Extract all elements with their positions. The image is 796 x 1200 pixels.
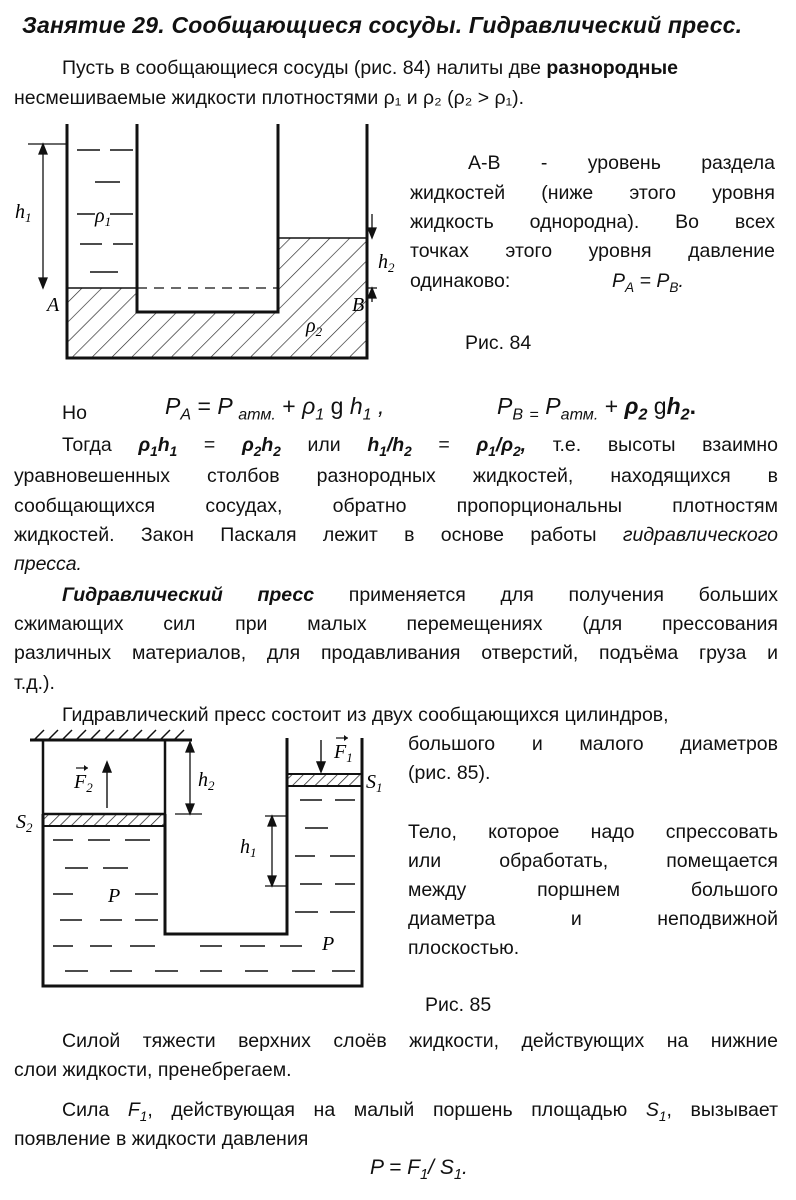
fig85-body-line-3: между поршнем большого: [408, 879, 778, 901]
then-para-line-3: сообщающихся сосудах, обратно пропорциональны плотностям: [14, 495, 778, 517]
label-S1: $S_1$: [366, 771, 383, 795]
page-title: Занятие 29. Сообщающиеся сосуды. Гидравлический пресс.: [22, 12, 743, 38]
h1-arrow: [28, 144, 67, 288]
fig85-body-line-5: плоскостью.: [408, 937, 520, 959]
formula-pb: $P_B$ $_=$ $P_{атм.} + \rho_2$ $gh_2$.: [497, 393, 697, 424]
press-vessel-inner: [165, 738, 287, 934]
intro-text: Пусть в сообщающиеся сосуды (рис. 84) налиты две: [62, 57, 547, 79]
label-S2: $S_2$: [16, 811, 33, 835]
force-F1-arrow: [317, 740, 325, 772]
press-struct-line-1: Гидравлический пресс состоит из двух сообщающихся цилиндров,: [62, 704, 669, 726]
press-para-line-2: сжимающих сил при малых перемещениях (для прессования: [14, 613, 778, 635]
press-struct-line-2: большого и малого диаметров: [408, 733, 778, 755]
fig84-text-line-4: точках этого уровня давление: [410, 240, 775, 262]
fig85-body-line-2: или обработать, помещается: [408, 850, 778, 872]
label-rho1: $\rho_1$: [95, 205, 112, 229]
liquid-rho1-dashes: [77, 150, 133, 272]
fig85-body-line-1: Тело, которое надо спрессовать: [408, 821, 778, 843]
formula-pa: $P_A = P$ $_{атм.} + \rho_1$ g $h_1$ ,: [165, 393, 385, 424]
label-h1: $h_1$: [15, 201, 32, 225]
figure-84: [10, 122, 405, 367]
label-P-left: P: [108, 885, 121, 907]
force-F2-arrow: [103, 762, 111, 808]
vessel-inner-wall: [137, 124, 278, 312]
label-h1-press: $h_1$: [240, 836, 257, 860]
force-para-line-1: Сила $F_1$, действующая на малый поршень площадью $S_1$, вызывает: [62, 1099, 778, 1124]
then-para-line-5: пресса.: [14, 553, 82, 575]
figure-85: [10, 728, 405, 990]
label-F1: $F_1$: [334, 741, 353, 765]
label-rho2: $\rho_2$: [306, 315, 323, 339]
fig85-body-line-4: диаметра и неподвижной: [408, 908, 778, 930]
gravity-para-line-1: Силой тяжести верхних слоёв жидкости, действующих на нижние: [62, 1030, 778, 1052]
intro-line-1: [62, 53, 780, 83]
pressed-body: [43, 740, 165, 814]
press-para-line-4: т.д.).: [14, 672, 55, 694]
large-piston: [43, 814, 165, 826]
label-P-right: P: [322, 933, 335, 955]
label-F2: $F_2$: [74, 771, 93, 795]
fig84-text-line-1: A-B - уровень раздела: [468, 152, 775, 174]
formula-but: Но: [62, 402, 87, 424]
then-para-line-1: Тогда $\rho_1h_1 = \rho_2h_2$ или $h_1/h_2 = \rho_1/\rho_2$, т.е. высоты взаимно: [62, 434, 779, 459]
gravity-para-line-2: слои жидкости, пренебрегаем.: [14, 1059, 292, 1081]
label-h2-press: $h_2$: [198, 769, 215, 793]
press-struct-line-3: (рис. 85).: [408, 762, 491, 784]
small-piston: [287, 774, 362, 786]
fig84-text-line-2: жидкостей (ниже этого уровня: [410, 182, 775, 204]
label-A: A: [47, 294, 60, 316]
intro-line-2: несмешиваемые жидкости плотностями ρ₁ и ρ₂ (ρ₂ > ρ₁).: [14, 87, 525, 109]
fig84-text-line-5: одинаково:: [410, 270, 511, 292]
fig85-caption: Рис. 85: [425, 994, 492, 1016]
then-para-line-2: уравновешенных столбов разнородных жидкостей, находящихся в: [14, 465, 778, 487]
label-B: B: [352, 294, 365, 316]
h1-press-arrow: [265, 816, 287, 886]
label-h2: $h_2$: [378, 251, 395, 275]
fig84-caption: Рис. 84: [465, 332, 532, 354]
liquid-rho2-fill: [67, 238, 367, 358]
force-para-line-2: появление в жидкости давления: [14, 1128, 309, 1150]
press-para-line-1: Гидравлический пресс применяется для получения больших: [62, 584, 778, 606]
intro-bold-word: разнородные: [546, 57, 678, 79]
fig84-text-line-3: жидкость однородна). Во всех: [410, 211, 775, 233]
final-formula: $P = F_1/$ $S_1$.: [370, 1156, 468, 1184]
press-para-line-3: различных материалов, для продавливания отверстий, подъёма груза и: [14, 642, 778, 664]
then-para-line-4: жидкостей. Закон Паскаля лежит в основе работы гидравлического: [14, 524, 778, 546]
fig84-equation: $P_A = P_B$.: [612, 270, 684, 295]
